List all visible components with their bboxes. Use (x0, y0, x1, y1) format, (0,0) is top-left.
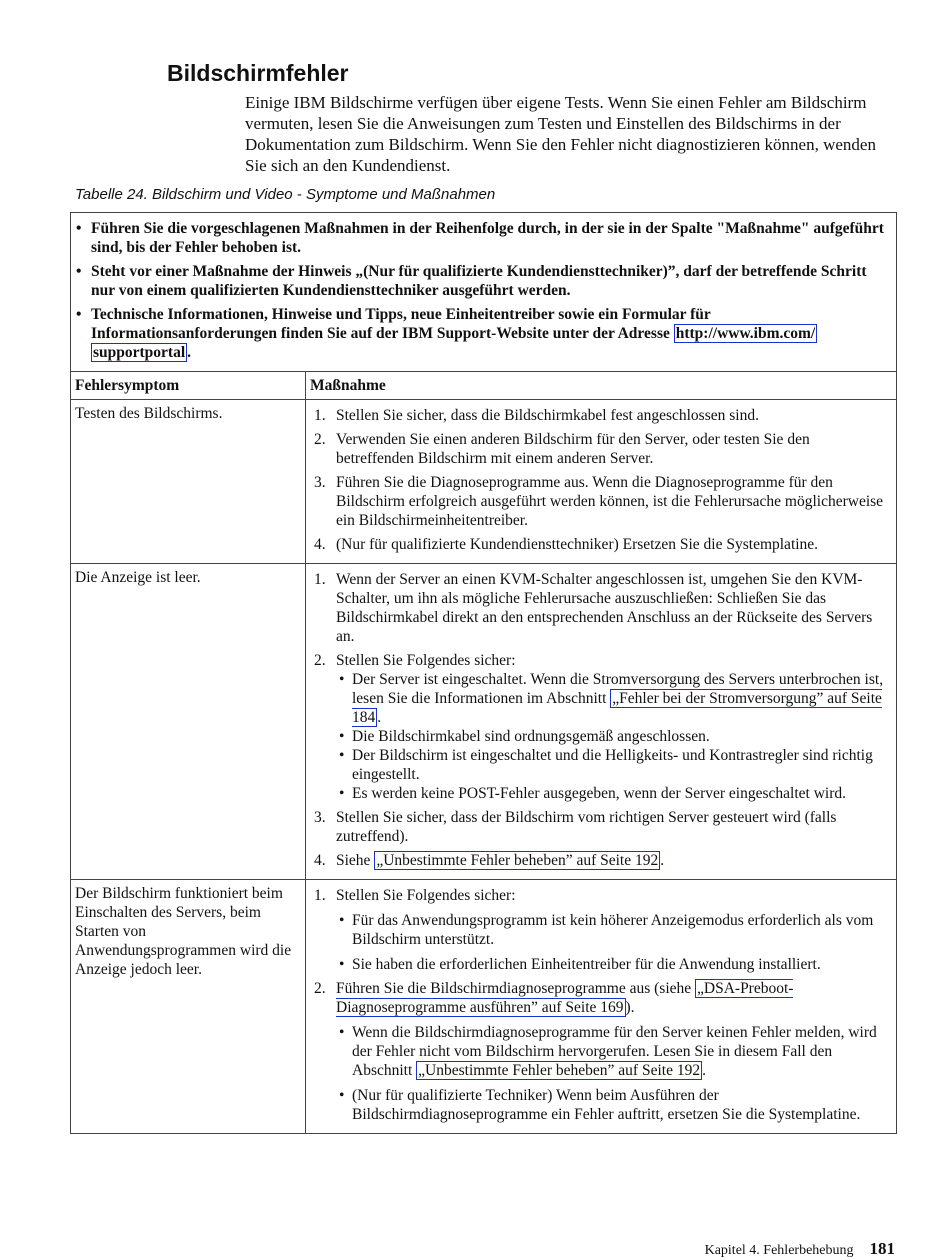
page-footer (705, 1239, 895, 1259)
note-text: Steht vor einer Maßnahme der Hinweis „(Nur für qualifizierte Kundendiensttechniker)”, darf der betreffende Schritt nur von einem qualifizierten Kundendiensttechniker ausgeführt werden. (91, 263, 867, 299)
note-item (75, 262, 886, 300)
step-number: 4. (314, 852, 326, 869)
sub-item (336, 1086, 890, 1124)
table-row (71, 400, 897, 564)
step-number: 1. (314, 407, 326, 424)
undetermined-problems-link[interactable]: „Unbestimmte Fehler beheben” auf Seite 192 (418, 1062, 701, 1079)
step-number: 4. (314, 536, 326, 553)
step (310, 473, 890, 530)
page-title: Bildschirmfehler (167, 60, 349, 86)
step (310, 886, 890, 974)
sub-item (336, 727, 890, 746)
step-text: Führen Sie die Diagnoseprogramme aus. Wenn die Diagnoseprogramme für den Bildschirm erfolgreich ausgeführt werden können, ist die Fehlerursache möglicherweise ein Bildschirmeinheitentreiber. (336, 474, 884, 529)
sub-item-text: Sie haben die erforderlichen Einheitentreiber für die Anwendung installiert. (352, 956, 821, 973)
step-text: Stellen Sie sicher, dass der Bildschirm vom richtigen Server gesteuert wird (falls zutreffend). (336, 809, 837, 845)
step-text: (Nur für qualifizierte Kundendiensttechniker) Ersetzen Sie die Systemplatine. (336, 536, 819, 553)
step (310, 808, 890, 846)
column-header-symptom: Fehlersymptom (71, 372, 306, 400)
symptom-cell: Die Anzeige ist leer. (71, 564, 306, 880)
table-row (71, 564, 897, 880)
step-text: Verwenden Sie einen anderen Bildschirm für den Server, oder testen Sie den betreffenden Bildschirm mit einem anderen Server. (336, 431, 810, 467)
step-number: 2. (314, 980, 326, 997)
step-text: Siehe (336, 852, 371, 869)
step (310, 406, 890, 425)
symptom-table (70, 212, 897, 1134)
sub-item-text: Es werden keine POST-Fehler ausgegeben, wenn der Server eingeschaltet wird. (352, 785, 846, 802)
support-link[interactable]: http://www.ibm.com/ (675, 325, 816, 342)
step-number: 1. (314, 571, 326, 588)
intro-paragraph: Einige IBM Bildschirme verfügen über eigene Tests. Wenn Sie einen Fehler am Bildschirm vermuten, lesen Sie die Anweisungen zum Testen und Einstellen des Bildschirms in der Dokumentation zum Bildschirm. Wenn Sie den Fehler nicht diagnostizieren können, wenden Sie sich an den Kundendienst. (245, 93, 876, 175)
symptom-cell: Testen des Bildschirms. (71, 400, 306, 564)
table-notes (71, 213, 897, 372)
note-text: Führen Sie die vorgeschlagenen Maßnahmen in der Reihenfolge durch, in der sie in der Spalte "Maßnahme" aufgeführt sind, bis der Fehler behoben ist. (91, 220, 884, 256)
step (310, 851, 890, 870)
step-text: Stellen Sie Folgendes sicher: (336, 887, 516, 904)
sub-item (336, 746, 890, 784)
step-number: 2. (314, 652, 326, 669)
sub-item (336, 784, 890, 803)
note-item (75, 305, 886, 362)
support-link-cont[interactable]: supportportal (93, 344, 186, 361)
sub-item-text: (Nur für qualifizierte Techniker) Wenn beim Ausführen der Bildschirmdiagnoseprogramme ein Fehler auftritt, ersetzen Sie die Systemplatine. (352, 1087, 861, 1123)
note-text: Technische Informationen, Hinweise und Tipps, neue Einheitentreiber sowie ein Formular für Informationsanforderungen finden Sie auf der IBM Support-Website unter der Adresse (91, 306, 711, 342)
action-cell (306, 880, 897, 1134)
symptom-cell: Der Bildschirm funktioniert beim Einschalten des Servers, beim Starten von Anwendungsprogrammen wird die Anzeige jedoch leer. (71, 880, 306, 1134)
step (310, 570, 890, 646)
step-number: 3. (314, 474, 326, 491)
step (310, 535, 890, 554)
table-row (71, 880, 897, 1134)
sub-item-text: Der Bildschirm ist eingeschaltet und die Helligkeits- und Kontrastregler sind richtig eingestellt. (352, 747, 873, 783)
table-caption: Tabelle 24. Bildschirm und Video - Symptome und Maßnahmen (75, 186, 496, 203)
dsa-preboot-link[interactable]: „DSA-Preboot-Diagnoseprogramme ausführen” auf Seite 169 (336, 980, 794, 1016)
step-text: Wenn der Server an einen KVM-Schalter angeschlossen ist, umgehen Sie den KVM-Schalter, um ihn als mögliche Fehlerursache auszuschließen: Schließen Sie das Bildschirmkabel direkt an den entsprechenden Anschluss an der Rückseite des Servers an. (336, 571, 873, 645)
note-item (75, 219, 886, 257)
step-end: . (660, 852, 665, 869)
step (310, 430, 890, 468)
table-notes-row (71, 213, 897, 372)
step (310, 979, 890, 1124)
sub-item-text: Die Bildschirmkabel sind ordnungsgemäß angeschlossen. (352, 728, 710, 745)
step-number: 3. (314, 809, 326, 826)
footer-chapter: Kapitel 4. Fehlerbehebung (704, 1243, 854, 1258)
power-supply-link[interactable]: „Fehler bei der Stromversorgung” auf Seite 184 (352, 690, 882, 726)
sub-item (336, 911, 890, 949)
note-end: . (187, 344, 192, 361)
step (310, 651, 890, 803)
sub-item-end: . (702, 1062, 706, 1079)
step-end: ). (625, 999, 635, 1016)
sub-item (336, 670, 890, 727)
action-cell (306, 564, 897, 880)
step-number: 1. (314, 887, 326, 904)
step-text: Stellen Sie Folgendes sicher: (336, 652, 516, 669)
sub-item-text: Für das Anwendungsprogramm ist kein höherer Anzeigemodus erforderlich als vom Bildschirm unterstützt. (352, 912, 874, 948)
step-number: 2. (314, 431, 326, 448)
sub-item-text: Wenn die Bildschirmdiagnoseprogramme für den Server keinen Fehler melden, wird der Fehler nicht vom Bildschirm hervorgerufen. Lesen Sie in diesem Fall den Abschnitt (352, 1024, 877, 1079)
sub-item (336, 955, 890, 974)
sub-item-text: Der Server ist eingeschaltet. Wenn die Stromversorgung des Servers unterbrochen ist, lesen Sie die Informationen im Abschnitt (352, 671, 884, 707)
action-cell (306, 400, 897, 564)
sub-item (336, 1023, 890, 1080)
step-text: Führen Sie die Bildschirmdiagnoseprogramme aus (siehe (336, 980, 692, 997)
undetermined-problems-link[interactable]: „Unbestimmte Fehler beheben” auf Seite 192 (376, 852, 659, 869)
column-header-action: Maßnahme (306, 372, 897, 400)
page-number: 181 (869, 1239, 895, 1258)
table-header-row (71, 372, 897, 400)
sub-item-end: . (377, 709, 382, 726)
step-text: Stellen Sie sicher, dass die Bildschirmkabel fest angeschlossen sind. (336, 407, 759, 424)
